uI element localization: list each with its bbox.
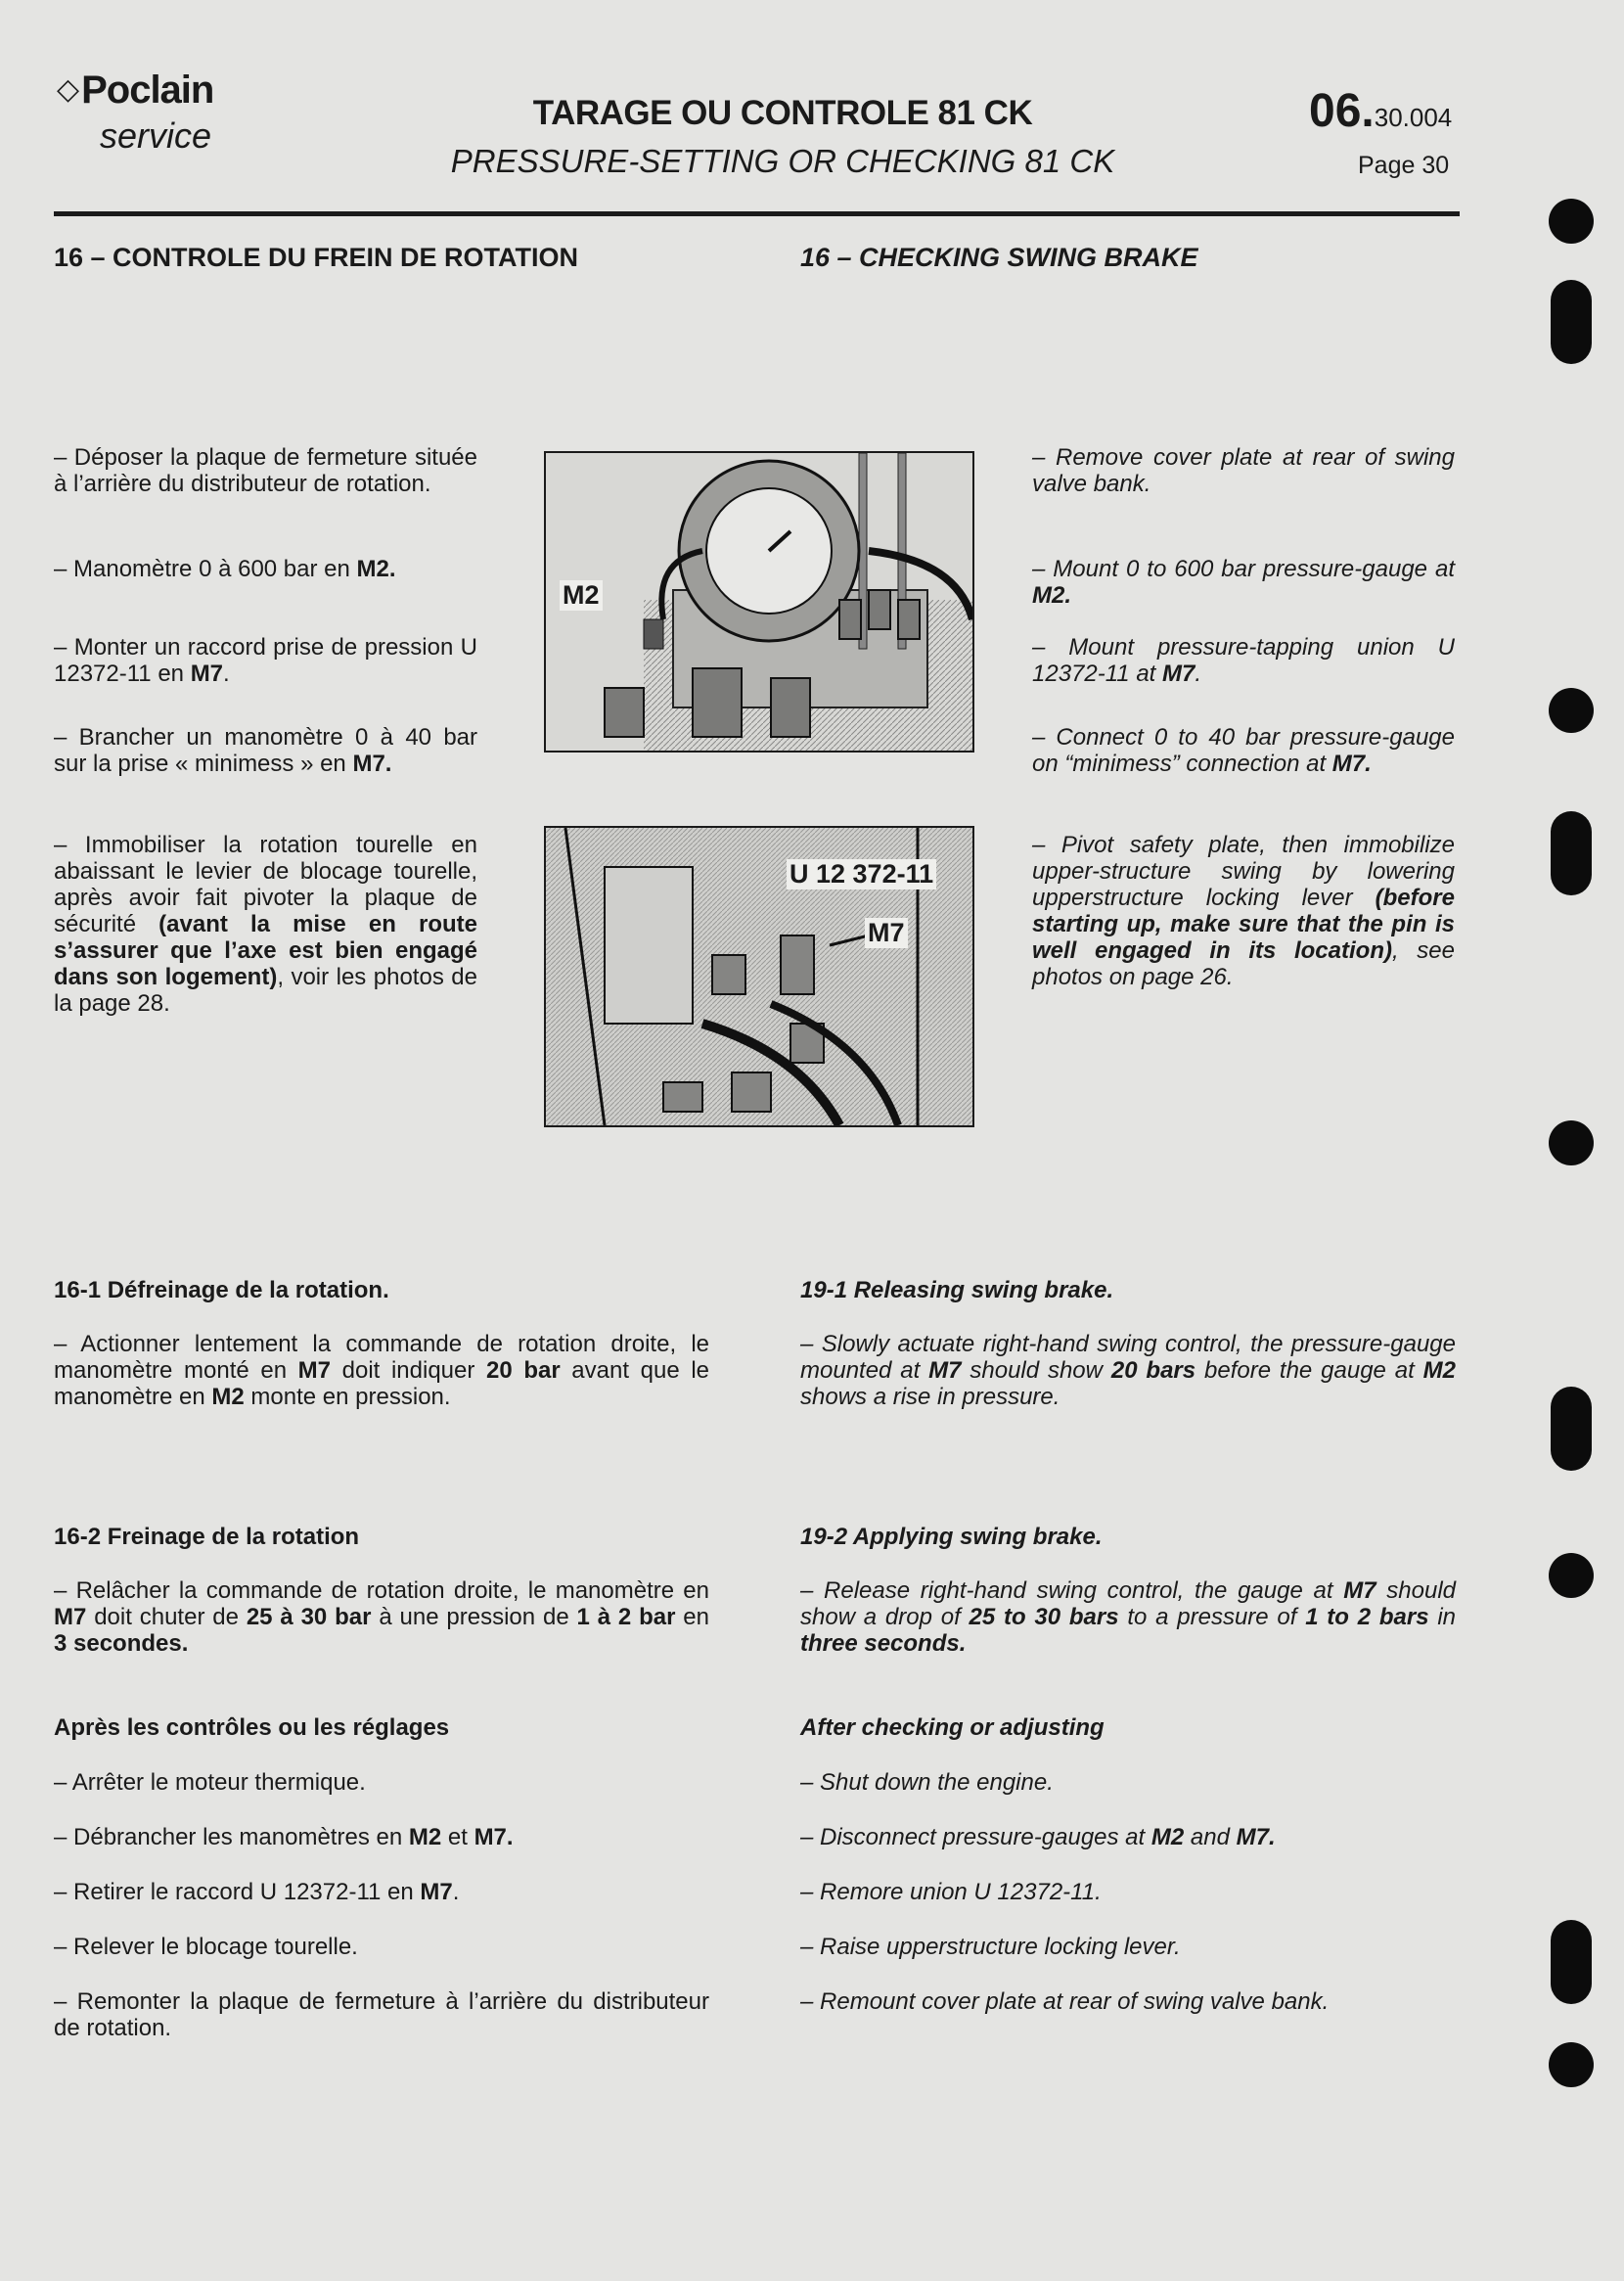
heading-after-en: After checking or adjusting <box>800 1714 1105 1741</box>
step-fr-3: – Monter un raccord prise de pression U 12372-11 en M7. <box>54 634 477 687</box>
para-16-1-fr: – Actionner lentement la commande de rotation droite, le manomètre monté en M7 doit indiquer 20 bar avant que le manomètre en M2 monte en pression. <box>54 1331 709 1410</box>
after-en-1: – Shut down the engine. <box>800 1769 1054 1796</box>
para-19-2-en: – Release right-hand swing control, the gauge at M7 should show a drop of 25 to 30 bars to a pressure of 1 to 2 bars in three seconds. <box>800 1577 1456 1657</box>
after-en-5: – Remount cover plate at rear of swing valve bank. <box>800 1988 1330 2015</box>
after-fr-5: – Remonter la plaque de fermeture à l’arrière du distributeur de rotation. <box>54 1988 709 2041</box>
heading-16-2-fr: 16-2 Freinage de la rotation <box>54 1524 360 1550</box>
binder-hole-icon <box>1549 199 1594 244</box>
section-heading-fr: 16 – CONTROLE DU FREIN DE ROTATION <box>54 243 579 272</box>
binder-hole-icon <box>1551 280 1592 364</box>
page-title-en: PRESSURE-SETTING OR CHECKING 81 CK <box>450 143 1115 179</box>
heading-19-2-en: 19-2 Applying swing brake. <box>800 1524 1103 1550</box>
doc-code <box>1309 84 1452 138</box>
binder-hole-icon <box>1549 1120 1594 1165</box>
heading-19-1-en: 19-1 Releasing swing brake. <box>800 1277 1114 1303</box>
binder-hole-icon <box>1549 2042 1594 2087</box>
para-16-2-fr: – Relâcher la commande de rotation droite, le manomètre en M7 doit chuter de 25 à 30 bar à une pression de 1 à 2 bar en 3 secondes. <box>54 1577 709 1657</box>
page-title-fr: TARAGE OU CONTROLE 81 CK <box>532 94 1033 132</box>
doc-code-sub: 30.004 <box>1374 103 1453 132</box>
binder-hole-icon <box>1549 1553 1594 1598</box>
step-fr-4: – Brancher un manomètre 0 à 40 bar sur la prise « minimess » en M7. <box>54 724 477 777</box>
page-number: Page 30 <box>1358 152 1450 179</box>
photo-union-m7 <box>544 826 974 1127</box>
binder-hole-icon <box>1551 811 1592 895</box>
brand-logo <box>57 68 213 113</box>
photo-pressure-gauge-m2 <box>544 451 974 753</box>
brand-subtitle: service <box>100 115 212 156</box>
step-fr-5: – Immobiliser la rotation tourelle en abaissant le levier de blocage tourelle, après avoir fait pivoter la plaque de sécurité (avant la mise en route s’assurer que l’axe est bien engagé dans son logement), voir les photos de la page 28. <box>54 832 478 1017</box>
brand-name: Poclain <box>81 68 214 112</box>
step-en-3: – Mount pressure-tapping union U 12372-11 at M7. <box>1032 634 1455 687</box>
label-m7: M7 <box>865 918 908 948</box>
label-m2: M2 <box>560 580 603 611</box>
after-en-2: – Disconnect pressure-gauges at M2 and M7. <box>800 1824 1276 1850</box>
step-fr-2: – Manomètre 0 à 600 bar en M2. <box>54 556 396 582</box>
after-fr-2: – Débrancher les manomètres en M2 et M7. <box>54 1824 514 1850</box>
binder-hole-icon <box>1551 1387 1592 1471</box>
step-fr-1: – Déposer la plaque de fermeture située à l’arrière du distributeur de rotation. <box>54 444 477 497</box>
heading-after-fr: Après les contrôles ou les réglages <box>54 1714 450 1741</box>
step-en-4: – Connect 0 to 40 bar pressure-gauge on “minimess” connection at M7. <box>1032 724 1455 777</box>
label-union: U 12 372-11 <box>787 859 936 890</box>
binder-hole-icon <box>1549 688 1594 733</box>
step-en-2: – Mount 0 to 600 bar pressure-gauge at M2. <box>1032 556 1455 609</box>
after-en-4: – Raise upperstructure locking lever. <box>800 1934 1181 1960</box>
after-fr-3: – Retirer le raccord U 12372-11 en M7. <box>54 1879 460 1905</box>
diamond-logo-icon: ◇ <box>57 73 79 106</box>
after-fr-4: – Relever le blocage tourelle. <box>54 1934 358 1960</box>
after-en-3: – Remore union U 12372-11. <box>800 1879 1102 1905</box>
gauge-illustration <box>546 453 972 751</box>
binder-hole-icon <box>1551 1920 1592 2004</box>
heading-16-1-fr: 16-1 Défreinage de la rotation. <box>54 1277 389 1303</box>
after-fr-1: – Arrêter le moteur thermique. <box>54 1769 366 1796</box>
para-19-1-en: – Slowly actuate right-hand swing control, the pressure-gauge mounted at M7 should show 20 bars before the gauge at M2 shows a rise in pressure. <box>800 1331 1456 1410</box>
step-en-5: – Pivot safety plate, then immobilize upper-structure swing by lowering upperstructure locking lever (before starting up, make sure that the pin is well engaged in its location), see photos on page 26. <box>1032 832 1455 990</box>
step-en-1: – Remove cover plate at rear of swing valve bank. <box>1032 444 1455 497</box>
doc-code-main: 06. <box>1309 85 1375 137</box>
section-heading-en: 16 – CHECKING SWING BRAKE <box>800 243 1198 272</box>
header-rule <box>54 211 1460 216</box>
